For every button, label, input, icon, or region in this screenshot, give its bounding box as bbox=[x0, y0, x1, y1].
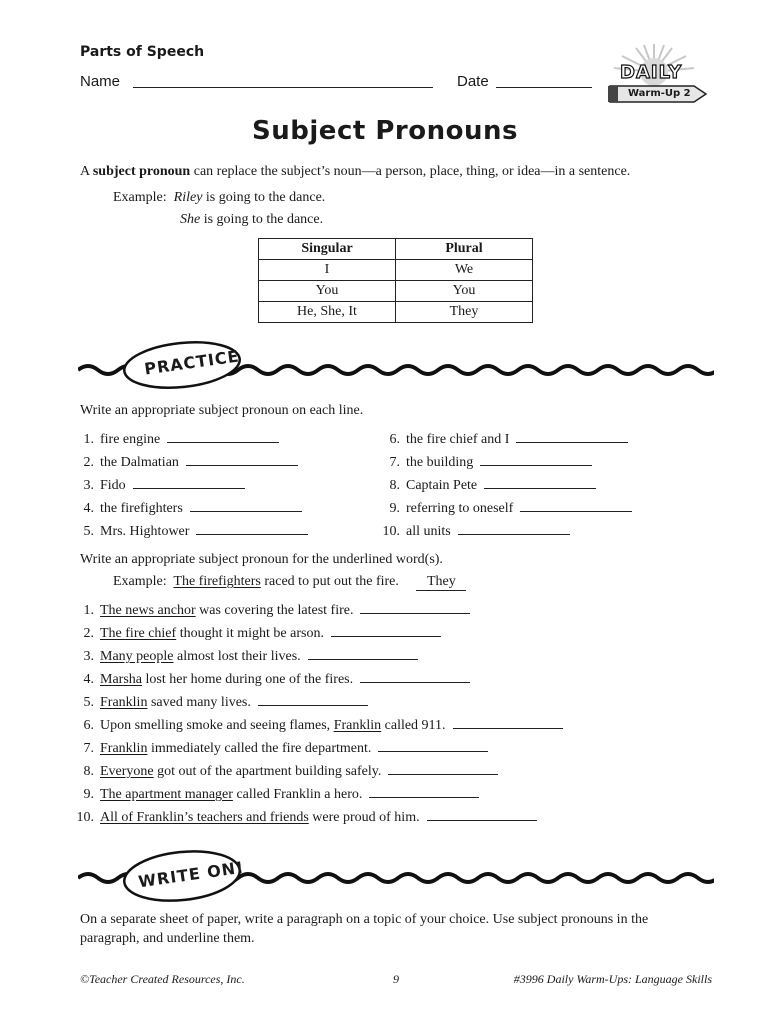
example-noun: Riley bbox=[173, 190, 203, 205]
example-pronoun: She bbox=[180, 212, 201, 227]
write-on-line-2: paragraph, and underline them. bbox=[80, 931, 255, 946]
intro-rest: can replace the subject’s noun—a person, place, thing, or idea—in a sentence. bbox=[193, 164, 631, 179]
table-cell: We bbox=[396, 260, 533, 281]
list-item: 4. Marsha lost her home during one of the fires. bbox=[72, 669, 470, 688]
answer-line[interactable] bbox=[133, 475, 245, 489]
example-label: Example: bbox=[113, 574, 167, 589]
table-header-singular: Singular bbox=[259, 239, 396, 260]
badge-daily-text: DAILY bbox=[620, 62, 683, 83]
list-item: 9. The apartment manager called Franklin a hero. bbox=[72, 784, 479, 803]
answer-line[interactable] bbox=[458, 521, 570, 535]
page-title: Subject Pronouns bbox=[252, 116, 518, 146]
answer-line[interactable] bbox=[308, 646, 418, 660]
list-item: 1. The news anchor was covering the latest fire. bbox=[72, 600, 470, 619]
list-item: 2. the Dalmatian bbox=[72, 452, 298, 471]
example-label: Example: bbox=[113, 190, 167, 205]
list-item: 4. the firefighters bbox=[72, 498, 302, 517]
date-field[interactable] bbox=[496, 87, 592, 88]
list-item: 7. the building bbox=[378, 452, 592, 471]
list-item: 10. All of Franklin’s teachers and friends were proud of him. bbox=[72, 807, 537, 826]
example-line-1 bbox=[113, 190, 325, 206]
answer-line[interactable] bbox=[369, 784, 479, 798]
answer-line[interactable] bbox=[378, 738, 488, 752]
list-item: 2. The fire chief thought it might be arson. bbox=[72, 623, 441, 642]
name-label: Name bbox=[80, 73, 121, 90]
part2-example bbox=[113, 574, 466, 591]
example-rest: raced to put out the fire. bbox=[264, 574, 399, 589]
answer-line[interactable] bbox=[186, 452, 298, 466]
practice-banner-label: PRACTICE bbox=[143, 346, 241, 379]
example-line1-rest: is going to the dance. bbox=[205, 190, 326, 205]
list-item: 8. Captain Pete bbox=[378, 475, 596, 494]
intro-text bbox=[80, 164, 630, 180]
list-item: 1. fire engine bbox=[72, 429, 279, 448]
list-item: 5. Franklin saved many lives. bbox=[72, 692, 368, 711]
table-cell: You bbox=[396, 281, 533, 302]
answer-line[interactable] bbox=[331, 623, 441, 637]
answer-line[interactable] bbox=[360, 600, 470, 614]
practice-banner bbox=[78, 340, 714, 390]
answer-line[interactable] bbox=[520, 498, 632, 512]
table-cell: They bbox=[396, 302, 533, 323]
answer-line[interactable] bbox=[258, 692, 368, 706]
list-item: 7. Franklin immediately called the fire department. bbox=[72, 738, 488, 757]
part2-instruction: Write an appropriate subject pronoun for the underlined word(s). bbox=[80, 552, 443, 567]
part1-instruction: Write an appropriate subject pronoun on each line. bbox=[80, 403, 364, 418]
example-line-2 bbox=[180, 212, 323, 228]
intro-term: subject pronoun bbox=[92, 164, 191, 179]
list-item: 6. the fire chief and I bbox=[378, 429, 628, 448]
answer-line[interactable] bbox=[196, 521, 308, 535]
footer-copyright: ©Teacher Created Resources, Inc. bbox=[80, 972, 245, 986]
footer-page-number: 9 bbox=[393, 972, 399, 986]
answer-line[interactable] bbox=[360, 669, 470, 683]
example-line2-rest: is going to the dance. bbox=[203, 212, 324, 227]
list-item: 9. referring to oneself bbox=[378, 498, 632, 517]
table-cell: He, She, It bbox=[259, 302, 396, 323]
answer-line[interactable] bbox=[427, 807, 537, 821]
date-label: Date bbox=[457, 73, 489, 90]
daily-warmup-badge bbox=[598, 42, 710, 112]
answer-line[interactable] bbox=[484, 475, 596, 489]
intro-prefix: A bbox=[80, 164, 90, 179]
write-on-banner bbox=[78, 848, 714, 904]
list-item: 6. Upon smelling smoke and seeing flames, Franklin called 911. bbox=[72, 715, 563, 734]
example-answer: They bbox=[416, 574, 466, 591]
list-item: 3. Many people almost lost their lives. bbox=[72, 646, 418, 665]
table-cell: I bbox=[259, 260, 396, 281]
list-item: 10. all units bbox=[378, 521, 570, 540]
table-header-plural: Plural bbox=[396, 239, 533, 260]
list-item: 8. Everyone got out of the apartment building safely. bbox=[72, 761, 498, 780]
answer-line[interactable] bbox=[190, 498, 302, 512]
category-label: Parts of Speech bbox=[80, 44, 205, 60]
footer-book-title: #3996 Daily Warm-Ups: Language Skills bbox=[513, 972, 712, 986]
table-cell: You bbox=[259, 281, 396, 302]
answer-line[interactable] bbox=[167, 429, 279, 443]
list-item: 3. Fido bbox=[72, 475, 245, 494]
answer-line[interactable] bbox=[480, 452, 592, 466]
badge-warmup-text: Warm-Up 2 bbox=[628, 88, 691, 99]
write-on-line-1: On a separate sheet of paper, write a paragraph on a topic of your choice. Use subject pronouns in the bbox=[80, 912, 649, 927]
pronoun-table bbox=[258, 238, 533, 323]
answer-line[interactable] bbox=[388, 761, 498, 775]
name-field[interactable] bbox=[133, 87, 433, 88]
answer-line[interactable] bbox=[516, 429, 628, 443]
list-item: 5. Mrs. Hightower bbox=[72, 521, 308, 540]
answer-line[interactable] bbox=[453, 715, 563, 729]
write-on-banner-label: WRITE ON! bbox=[137, 857, 246, 892]
example-underlined: The firefighters bbox=[173, 574, 261, 589]
